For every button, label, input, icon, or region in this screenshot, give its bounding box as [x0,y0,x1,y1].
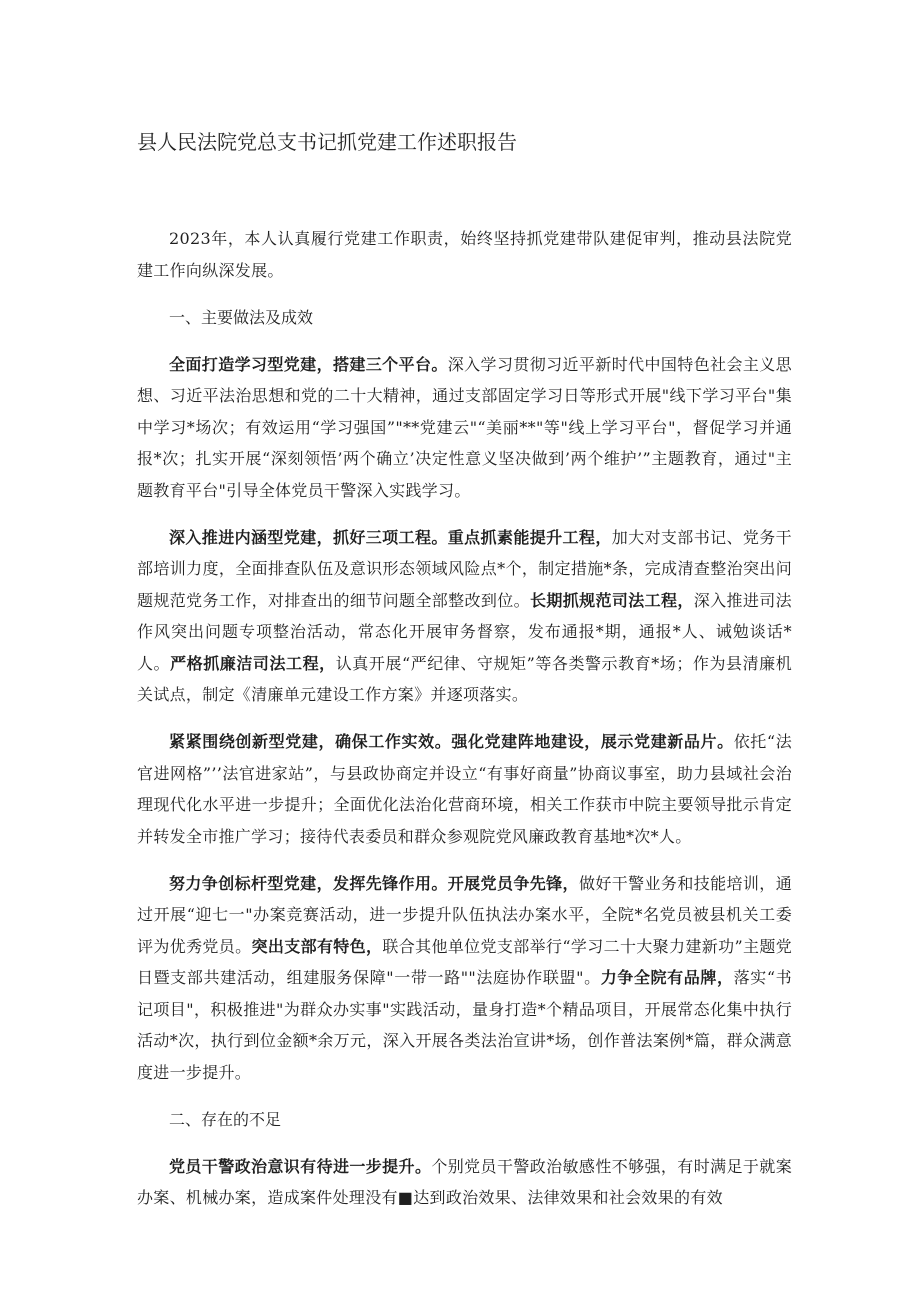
paragraph-text: 做好干警业务和技能培训，通过开展“迎七一"办案竞赛活动，进一步提升队伍执法办案水平，全院*名党员被县机关工委评为优秀党员。 [137,873,792,956]
document-title: 县人民法院党总支书记抓党建工作述职报告 [137,130,517,154]
paragraph-innovation [137,726,792,852]
paragraph-text: 个别党员干警政治敏感性不够强，有时满足于就案办案、机械办案，造成案件处理没有■达到政治效果、法律效果和社会效果的有效 [137,1156,792,1207]
paragraph-text: 深入推进司法作风突出问题专项整治活动，常态化开展审务督察，发布通报*期，通报*人、诫勉谈话*人。 [137,590,792,673]
paragraph-lead: 党员干警政治意识有待进一步提升。 [169,1156,432,1176]
paragraph-text: 联合其他单位党支部举行“学习二十大聚力建新功”主题党日暨支部共建活动，组建服务保障"一带一路""法庭协作联盟"。 [137,936,792,987]
paragraph-text: 认真开展“严纪律、守规矩”等各类警示教育*场；作为县清廉机关试点，制定《清廉单元建设工作方案》并逐项落实。 [137,653,792,704]
paragraph-text: 依托“法官进网格”’’法官进家站”，与县政协商定并设立“有事好商量”协商议事室，助力县域社会治理现代化水平进一步提升；全面优化法治化营商环境，相关工作获市中院主要领导批示肯定并转发全市推广学习；接待代表委员和群众参观院党风廉政教育基地*次*人。 [137,732,792,846]
paragraph-lead: 开展党员争先锋， [447,873,579,893]
paragraph-shortcomings [137,1151,792,1214]
paragraph-text: 深入学习贯彻习近平新时代中国特色社会主义思想、习近平法治思想和党的二十大精神，通过支部固定学习日等形式开展"线下学习平台"集中学习*场次；有效运用“学习强国”"**党建云"“美丽**"等"线上学习平台"，督促学习并通报*次；扎实开展“深刻领悟’两个确立’决定性意义坚决做到’两个维护’”主题教育，通过"主题教育平台"引导全体党员干警深入实践学习。 [137,354,792,500]
paragraph-lead: 突出支部有特色， [251,936,383,956]
paragraph-lead: 重点抓素能提升工程， [447,527,612,547]
paragraph-lead: 全面打造学习型党建，搭建三个平台。 [169,354,448,374]
section-heading-2: 二、存在的不足 [169,1109,282,1129]
paragraph-lead: 严格抓廉洁司法工程， [170,653,336,673]
intro-paragraph: 2023年，本人认真履行党建工作职责，始终坚持抓党建带队建促审判，推动县法院党建工作向纵深发展。 [137,229,792,280]
paragraph-lead: 紧紧围绕创新型党建，确保工作实效。 [169,732,452,751]
paragraph-learning [137,349,792,507]
paragraph-text: 落实“书记项目"，积极推进"为群众办实事"实践活动，量身打造*个精品项目，开展常态化集中执行活动*次，执行到位金额*余万元，深入开展各类法治宣讲*场，创作普法案例*篇，群众满意度进一步提升。 [137,968,792,1082]
section-heading-1: 一、主要做法及成效 [169,307,314,327]
paragraph-text: 加大对支部书记、党务干部培训力度，全面排查队伍及意识形态领域风险点*个，制定措施*条，完成清查整治突出问题规范党务工作，对排查出的细节问题全部整改到位。 [137,527,792,610]
paragraph-lead: 努力争创标杆型党建，发挥先锋作用。 [169,873,448,893]
paragraph-benchmark [137,868,792,1089]
paragraph-lead: 深入推进内涵型党建，抓好三项工程。 [169,527,448,547]
paragraph-connotation [137,522,792,711]
paragraph-lead: 力争全院有品牌， [600,968,734,987]
paragraph-lead: 长期抓规范司法工程， [530,590,694,610]
paragraph-lead: 强化党建阵地建设，展示党建新品片。 [451,732,734,751]
document-body [137,223,792,1229]
